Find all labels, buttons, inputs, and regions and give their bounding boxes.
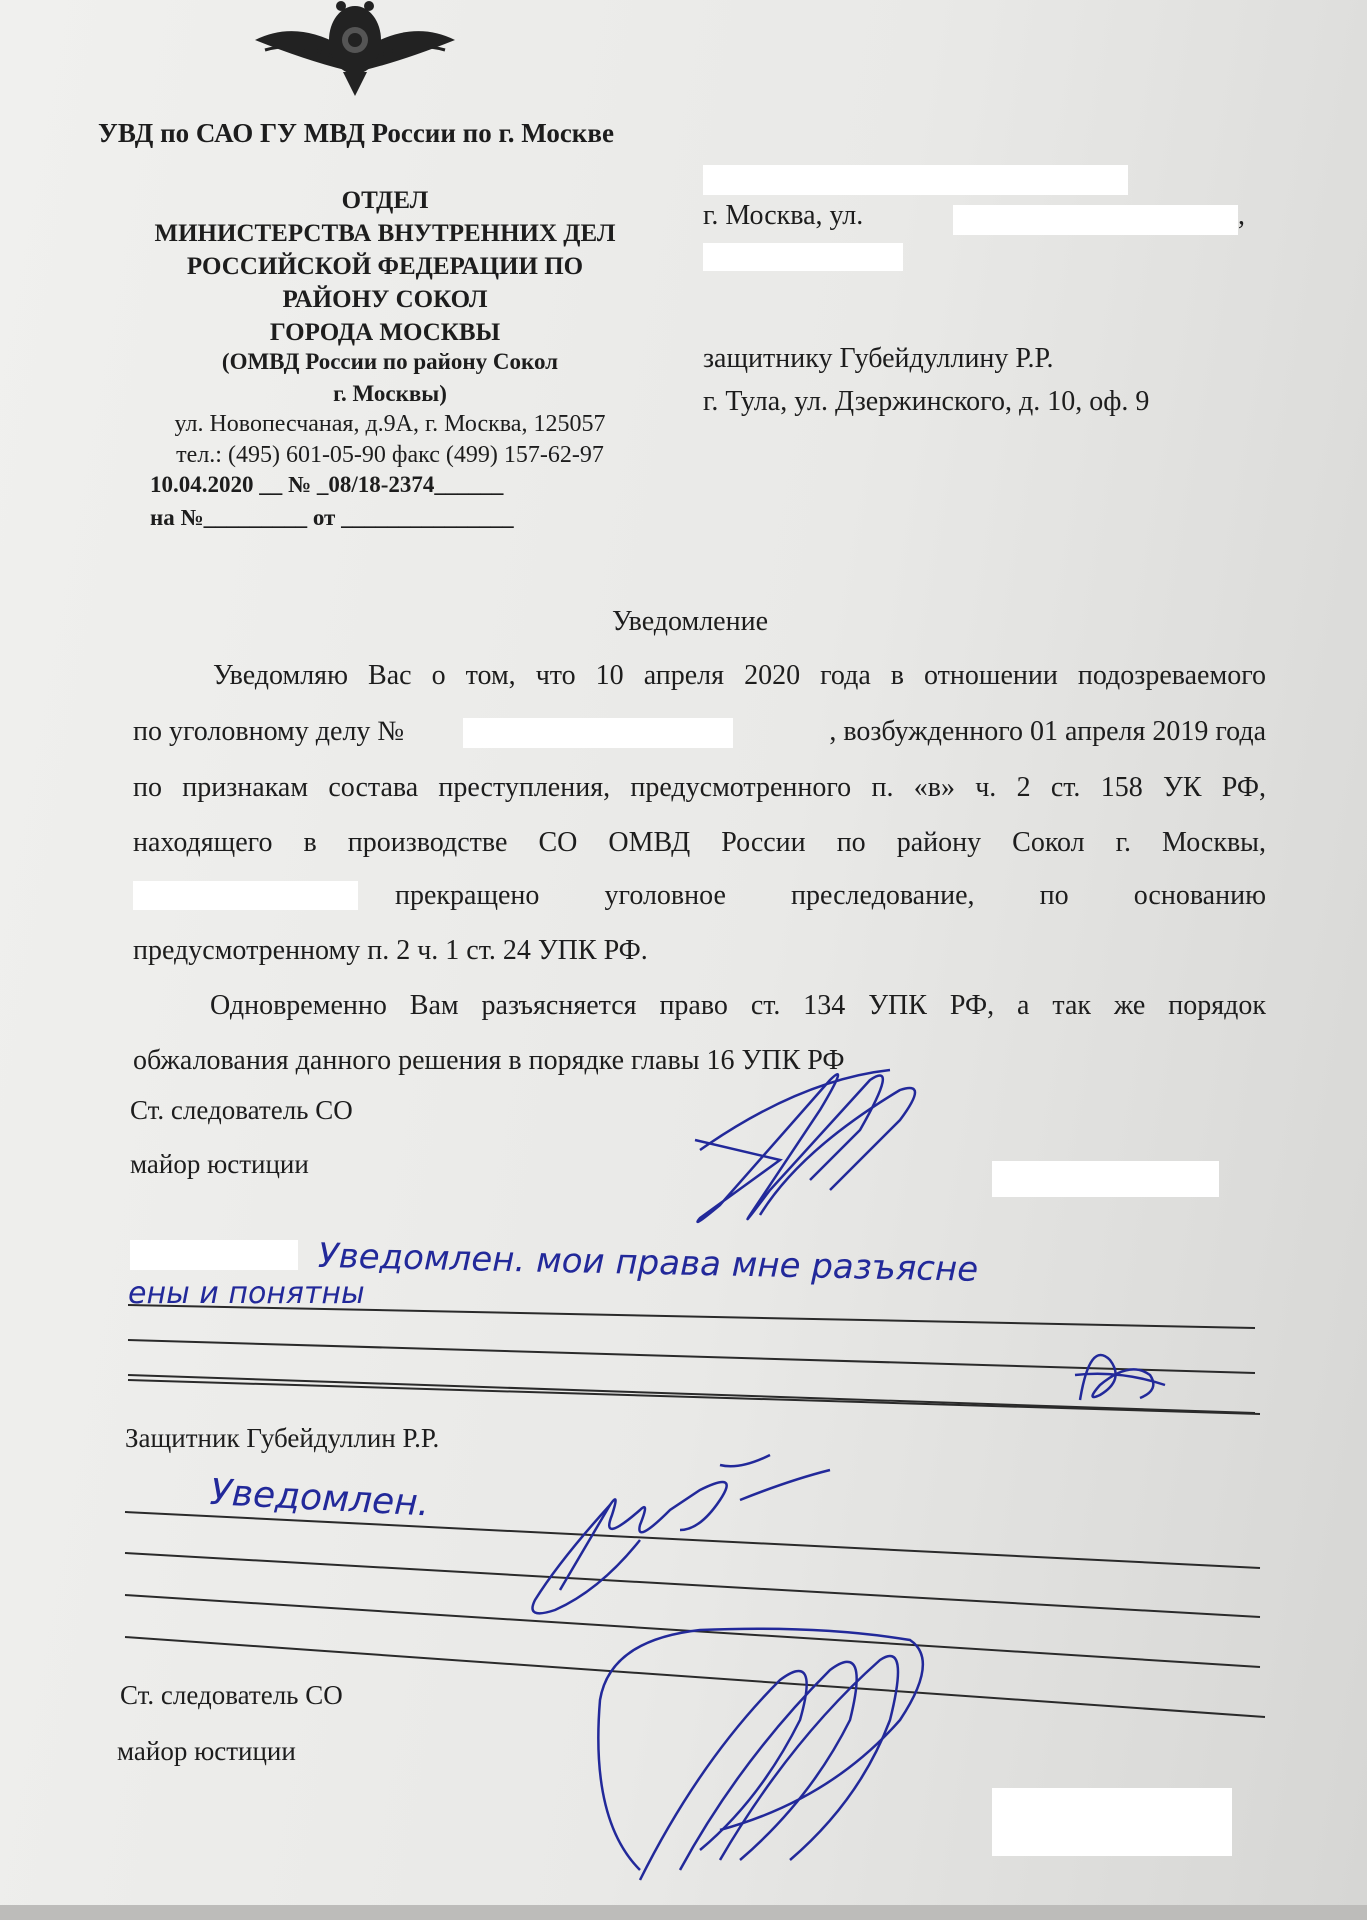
reference-number: на №_________ от _______________	[150, 505, 514, 530]
department-name	[120, 184, 650, 349]
notice-paragraph-line: прекращено уголовное преследование, по основанию	[395, 880, 1266, 911]
agency-header: УВД по САО ГУ МВД России по г. Москве	[98, 118, 614, 148]
notice-paragraph-line: Уведомляю Вас о том, что 10 апреля 2020 года в отношении подозреваемого	[213, 660, 1266, 691]
redacted-recipient-name	[703, 165, 1128, 195]
department-short-city: г. Москвы)	[333, 381, 447, 406]
signature-investigator-1	[695, 1070, 915, 1222]
notice-paragraph-line: по уголовному делу №	[133, 716, 405, 747]
redacted-investigator-name-2	[992, 1788, 1232, 1856]
defender-label: Защитник Губейдуллин Р.Р.	[125, 1423, 440, 1453]
department-address: ул. Новопесчаная, д.9А, г. Москва, 125057	[174, 411, 606, 437]
handwritten-acknowledgment-continued: ены и понятны	[128, 1276, 365, 1311]
department-line: ОТДЕЛ	[341, 187, 429, 214]
rights-paragraph-line: Одновременно Вам разъясняется право ст. 134 УПК РФ, а так же порядок	[210, 990, 1266, 1021]
handwritten-defender-acknowledgment: Уведомлен.	[208, 1472, 431, 1525]
redacted-street	[953, 205, 1238, 235]
document-date-number: 10.04.2020 __ № _08/18-2374______	[150, 472, 504, 497]
investigator-rank: майор юстиции	[130, 1149, 309, 1179]
rights-paragraph-line: обжалования данного решения в порядке главы 16 УПК РФ	[133, 1045, 845, 1076]
investigator-title: Ст. следователь СО	[130, 1095, 353, 1125]
notice-title: Уведомление	[612, 606, 769, 637]
notice-paragraph-line: , возбужденного 01 апреля 2019 года	[829, 716, 1266, 747]
redacted-investigator-name	[992, 1161, 1219, 1197]
department-line: РАЙОНУ СОКОЛ	[282, 286, 488, 313]
double-headed-eagle-emblem	[245, 0, 465, 100]
investigator-title-2: Ст. следователь СО	[120, 1680, 343, 1710]
redacted-suspect-name	[133, 881, 358, 910]
signature-investigator-2	[598, 1629, 923, 1880]
defender-recipient: защитнику Губейдуллину Р.Р.	[703, 343, 1054, 374]
signature-defender	[533, 1455, 831, 1613]
department-line: РОССИЙСКОЙ ФЕДЕРАЦИИ ПО	[186, 253, 584, 280]
notice-paragraph-line: находящего в производстве СО ОМВД России по району Сокол г. Москвы,	[133, 827, 1266, 858]
recipient-city-street: г. Москва, ул.	[703, 200, 864, 231]
department-line: ГОРОДА МОСКВЫ	[269, 319, 501, 346]
signature-suspect	[1075, 1355, 1165, 1400]
recipient-comma: ,	[1238, 200, 1245, 231]
redacted-house	[703, 243, 903, 271]
page-bottom-edge	[0, 1905, 1367, 1920]
redacted-case-number	[463, 718, 733, 748]
department-short-name: (ОМВД России по району Сокол	[221, 349, 559, 374]
redacted-suspect-signature-name	[130, 1240, 298, 1270]
defender-address: г. Тула, ул. Дзержинского, д. 10, оф. 9	[703, 386, 1150, 417]
notice-paragraph-line: предусмотренному п. 2 ч. 1 ст. 24 УПК РФ.	[133, 935, 648, 966]
handwritten-acknowledgment: Уведомлен. мои права мне разъясне	[317, 1236, 979, 1290]
department-phone: тел.: (495) 601-05-90 факс (499) 157-62-97	[176, 442, 604, 468]
notice-paragraph-line: по признакам состава преступления, предусмотренного п. «в» ч. 2 ст. 158 УК РФ,	[133, 772, 1266, 803]
investigator-rank-2: майор юстиции	[117, 1736, 296, 1766]
department-line: МИНИСТЕРСТВА ВНУТРЕННИХ ДЕЛ	[154, 220, 616, 247]
